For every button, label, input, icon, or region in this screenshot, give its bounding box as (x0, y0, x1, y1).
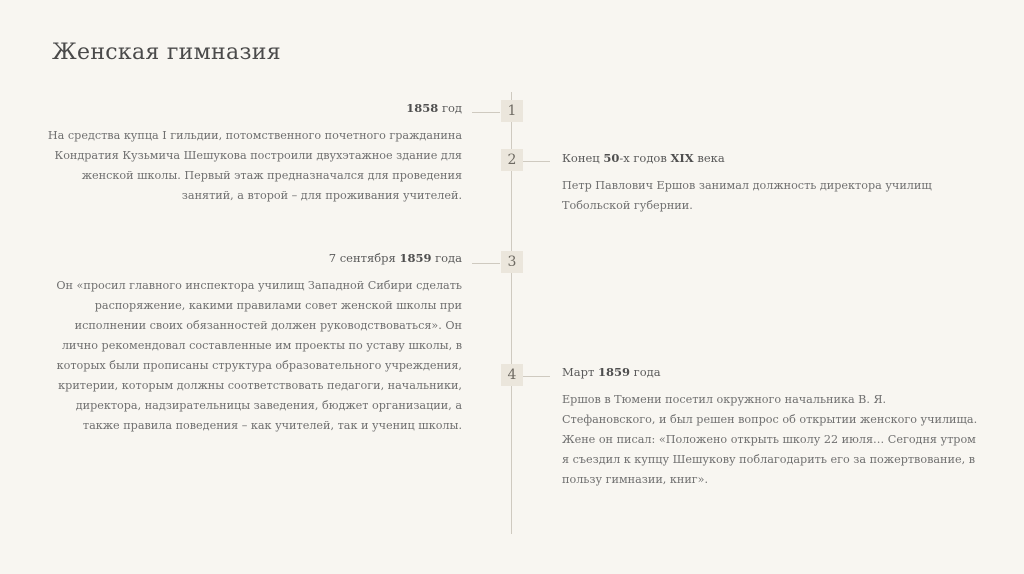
event-date: 7 сентября 1859 года (328, 251, 462, 265)
timeline-event-1 (42, 98, 462, 206)
event-date: Март 1859 года (562, 365, 661, 379)
timeline-marker-4: 4 (501, 364, 523, 386)
event-date: 1858 год (406, 101, 462, 115)
event-text: Ершов в Тюмени посетил окружного начальника В. Я. Стефановского, и был решен вопрос об открытии женского училища. Жене он писал: «Положено открыть школу 22 июля… Сегодня утром я съездил к купцу Шешукову поблагодарить его за пожертвование, в пользу гимназии, книг». (562, 393, 978, 486)
timeline-marker-3: 3 (501, 251, 523, 273)
event-text: Петр Павлович Ершов занимал должность директора училищ Тобольской губернии. (562, 179, 932, 212)
timeline-tick-2 (522, 161, 550, 162)
page-title: Женская гимназия (52, 40, 281, 65)
timeline-marker-1: 1 (501, 100, 523, 122)
timeline-tick-4 (522, 376, 550, 377)
timeline-tick-3 (472, 263, 500, 264)
event-text: На средства купца I гильдии, потомственного почетного гражданина Кондратия Кузьмича Шешукова построили двухэтажное здание для женской школы. Первый этаж предназначался для проведения занятий, а второй – для проживания учителей. (47, 129, 462, 202)
timeline-event-3 (42, 248, 462, 436)
timeline-marker-2: 2 (501, 149, 523, 171)
timeline-tick-1 (472, 112, 500, 113)
timeline-event-4 (562, 362, 982, 490)
event-text: Он «просил главного инспектора училищ Западной Сибири сделать распоряжение, какими правилами совет женской школы при исполнении своих обязанностей должен руководствоваться». Он лично рекомендовал составленные им проекты по уставу школы, в которых были прописаны структура образовательного учреждения, критерии, которым должны соответствовать педагоги, начальники, директора, надзирательницы заведения, бюджет организации, а также правила поведения – как учителей, так и учениц школы. (56, 279, 462, 432)
event-date: Конец 50-х годов XIX века (562, 151, 725, 165)
timeline-event-2 (562, 148, 982, 216)
